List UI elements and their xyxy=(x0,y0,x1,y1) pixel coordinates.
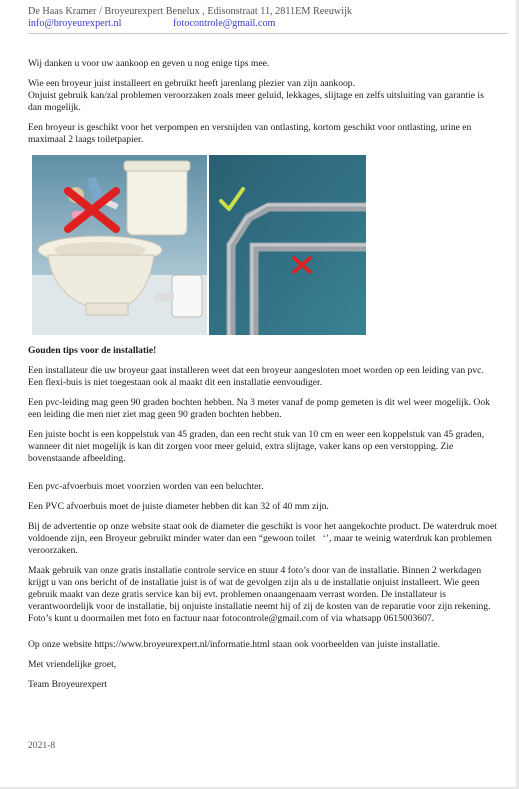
signature: Team Broyeurexpert xyxy=(28,679,107,690)
photo-email-link[interactable]: fotocontrole@gmail.com xyxy=(173,18,276,29)
company-address: De Haas Kramer / Broyeurexpert Benelux , Edisonstraat 11, 2811EM Reeuwijk xyxy=(28,6,353,17)
toilet-illustration xyxy=(32,155,207,335)
misuse-line: Onjuist gebruik kan/zal problemen veroorzaken zoals meer geluid, lekkages, slijtage en zelfs uitsluiting van garantie is dan mogelijk. xyxy=(28,90,484,113)
intro-text xyxy=(28,58,498,154)
tip-45-bends: Een juiste bocht is een koppelstuk van 45 graden, dan een recht stuk van 10 cm en weer een koppelstuk van 45 graden, wanneer dit niet mogelijk is kan dit zorgen voor meer geluid, extra slijtage, vaker kans op een verstopping. Zie bovenstaande afbeelding. xyxy=(28,429,485,464)
tip-pvc-pipe: Een installateur die uw broyeur gaat installeren weet dat een broyeur aangesloten moet worden op een leiding van pvc. Een flexi-buis is niet toegestaan ook al maakt dit een installatie eenvoudiger. xyxy=(28,365,484,388)
section-title: Gouden tips voor de installatie! xyxy=(28,345,157,356)
document-date: 2021-8 xyxy=(28,740,56,751)
tip-water-pressure: Bij de advertentie op onze website staat ook de diameter die geschikt is voor het aangekochte product. De waterdruk moet voldoende zijn, een Broyeur gebruikt minder water dan een “gewoon toilet ‘’, maar te weinig waterdruk kan problemen veroorzaken. xyxy=(28,521,497,556)
pipe-bends-illustration xyxy=(209,155,366,335)
installation-illustration xyxy=(32,155,366,335)
installation-tips xyxy=(28,345,498,699)
tip-vent: Een pvc-afvoerbuis moet voorzien worden van een beluchter. xyxy=(28,481,264,492)
website-line: Op onze website https://www.broyeurexpert.nl/informatie.html staan ook voorbeelden van juiste installatie. xyxy=(28,639,441,650)
greeting: Met vriendelijke groet, xyxy=(28,659,117,670)
pleasure-line: Wie een broyeur juist installeert en gebruikt heeft jarenlang plezier van zijn aankoop. xyxy=(28,78,356,89)
tip-no-90-bends: Een pvc-leiding mag geen 90 graden bochten hebben. Na 3 meter vanaf de pomp gemeten is dit wel weer mogelijk. Ook een leiding die men niet ziet mag geen 90 graden bochten hebben. xyxy=(28,397,490,420)
tip-diameter: Een PVC afvoerbuis moet de juiste diameter hebben dit kan 32 of 40 mm zijn. xyxy=(28,501,329,512)
thanks-paragraph: Wij danken u voor uw aankoop en geven u nog enige tips mee. xyxy=(28,58,270,69)
header-links xyxy=(28,18,508,30)
suitability-paragraph: Een broyeur is geschikt voor het verpompen en versnijden van ontlasting, kortom geschikt voor ontlasting, urine en maximaal 2 laags toiletpapier. xyxy=(28,122,472,145)
info-email-link[interactable]: info@broyeurexpert.nl xyxy=(28,18,122,29)
letterhead xyxy=(28,6,508,34)
photo-service-paragraph: Maak gebruik van onze gratis installatie controle service en stuur 4 foto’s door van de installatie. Binnen 2 werkdagen krijgt u van ons bericht of de installatie juist is of wat de gevolgen zijn als u de installatie onjuist installeert. Wie geen gebruik maakt van deze gratis service kan bij evt. problemen onaangenaam verrast worden. De installateur is verantwoordelijk voor de installatie, bij onjuiste installatie neemt hij of zij de kosten van de reparatie voor zijn rekening. Foto’s kunt u doormailen met foto en factuur naar fotocontrole@gmail.com of via whatsapp 0615003607. xyxy=(28,565,491,624)
